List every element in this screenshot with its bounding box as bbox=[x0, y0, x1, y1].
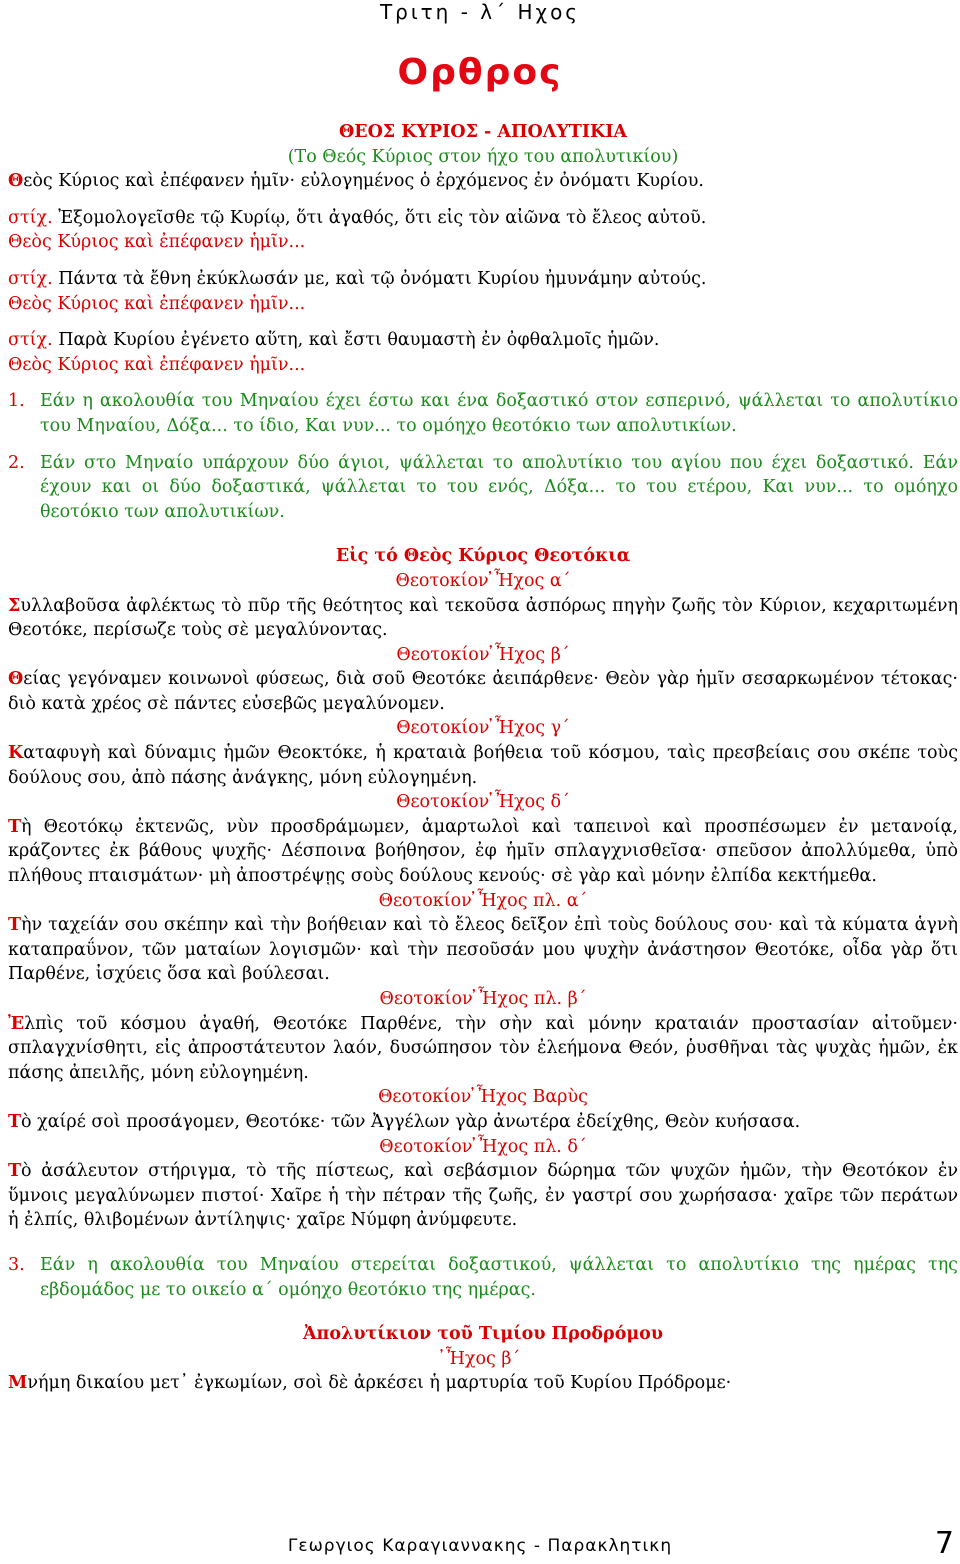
note-text: Εάν στο Μηναίο υπάρχουν δύο άγιοι, ψάλλεται το απολυτίκιο του αγίου που έχει δοξαστικό. Εάν έχουν και οι δύο δοξαστικά, ψάλλεται το του ενός, Δόξα... το του ετέρου, Και νυν... το ομόηχο θεοτόκιο των απολυτικίων. bbox=[40, 452, 958, 522]
theotokion-label: Θεοτοκίον ̓Ἦχος δ΄ bbox=[396, 792, 570, 813]
theotokion-body: αταφυγὴ καὶ δύναμις ἡμῶν Θεοκτόκε, ἡ κραταιὰ βοήθεια τοῦ κόσμου, ταὶς πρεσβείαις σου σκέπε τοὺς δούλους σου, ἀπὸ πάσης ἀνάγκης, μόνη εὐλογημένη. bbox=[8, 743, 958, 788]
main-content bbox=[8, 120, 958, 1396]
note-text: Εάν η ακολουθία του Μηναίου στερείται δοξαστικού, ψάλλεται το απολυτίκιο της ημέρας της εβδομάδος με το οικείο α΄ ομόηχο θεοτόκιο της ημέρας. bbox=[40, 1254, 958, 1300]
prodromos-initial: Μ bbox=[8, 1373, 28, 1394]
verse-text: Πάντα τὰ ἔθνη ἐκύκλωσάν με, καὶ τῷ ὀνόματι Κυρίου ἠμυνάμην αὐτούς. bbox=[52, 268, 707, 289]
theotokion-body: ὴν ταχείάν σου σκέπην καὶ τὴν βοήθειαν καὶ τὸ ἔλεος δεῖξον ἐπὶ τοὺς δούλους σου· καὶ τὰ κύματα ἁγνὴ καταπραΰνον, τῶν ματαίων λογισμῶν· καὶ τὴν πεσοῦσάν μου ψυχὴν ἀνάστησον Θεοτόκε, οἶδα γὰρ ὅτι Παρθένε, ἰσχύεις ὅσα καὶ βούλεσαι. bbox=[8, 915, 958, 985]
theotokion-text bbox=[8, 815, 958, 889]
theotokion-label: Θεοτοκίον ̓Ἦχος γ΄ bbox=[396, 718, 570, 739]
verse-refrain: Θεὸς Κύριος καὶ ἐπέφανεν ἡμῖν... bbox=[8, 354, 306, 375]
prodromos-heading: Ἀπολυτίκιον τοῦ Τιμίου Προδρόμου bbox=[302, 1324, 663, 1345]
theotokion-text bbox=[8, 594, 958, 643]
theotokion-label: Θεοτοκίον ̓Ἦχος πλ. δ΄ bbox=[379, 1136, 587, 1157]
theotokion-text bbox=[8, 1159, 958, 1233]
theotokion-text bbox=[8, 1012, 958, 1086]
note-number: 1. bbox=[8, 391, 25, 412]
verse-label: στίχ. bbox=[8, 330, 53, 351]
verse-line bbox=[8, 328, 958, 353]
prodromos-text bbox=[8, 1371, 958, 1396]
theotokion-initial: Σ bbox=[8, 595, 21, 616]
rubric-note bbox=[8, 451, 958, 525]
theotokion-initial: Τ bbox=[8, 816, 22, 837]
theotokion-initial: Τ bbox=[8, 915, 22, 936]
theotokion-body: ὴ Θεοτόκῳ ἐκτενῶς, νὺν προσδράμωμεν, ἁμαρτωλοὶ καὶ ταπεινοὶ καὶ προσπέσωμεν ἐν μετανοίᾳ, κράζοντες ἐκ βάθους ψυχῆς· Δέσποινα βοήθησον, ἐφ ἡμῖν σπλαγχνισθεῖσα· σπεῦσον ἀπολλύμεθα, ὑπὸ πλήθους πταισμάτων· μὴ ἀποστρέψῃς σοὺς δούλους κενούς· σὲ γὰρ καὶ μόνην ἐλπίδα κεκτήμεθα. bbox=[8, 816, 958, 887]
intro-initial: Θ bbox=[8, 171, 24, 192]
theotokion-label: Θεοτοκίον ̓Ἦχος πλ. β΄ bbox=[379, 989, 587, 1009]
note-text: Εάν η ακολουθία του Μηναίου έχει έστω και ένα δοξαστικό στον εσπερινό, ψάλλεται το απολυτίκιο του Μηναίου, Δόξα... το ίδιο, Και νυν... το ομόηχο θεοτόκιο των απολυτικίων. bbox=[40, 391, 958, 436]
verse-label: στίχ. bbox=[8, 207, 53, 228]
rubric-note bbox=[8, 389, 958, 438]
theotokion-body: ὸ χαίρέ σοὶ προσάγομεν, Θεοτόκε· τῶν Ἀγγέλων γὰρ ἀνωτέρα ἐδείχθης, Θεὸν κυήσασα. bbox=[21, 1111, 801, 1132]
theotokion-initial: Ἐ bbox=[8, 1013, 25, 1034]
theotokion-label: Θεοτοκίον ̓Ἦχος Βαρὺς bbox=[378, 1087, 588, 1108]
intro-line bbox=[8, 169, 958, 194]
theotokion-body: είας γεγόναμεν κοινωνοὶ φύσεως, διὰ σοῦ Θεοτόκε ἀειπάρθενε· Θεὸν γὰρ ἡμῖν σεσαρκωμένον τέτοκας· διὸ κατὰ χρέος σὲ πάντες εὐσεβῶς μεγαλύνομεν. bbox=[8, 669, 958, 714]
theotokion-text bbox=[8, 667, 958, 716]
theotokion-initial: Τ bbox=[8, 1161, 22, 1182]
intro-text: εὸς Κύριος καὶ ἐπέφανεν ἡμῖν· εὐλογημένος ὁ ἐρχόμενος ἐν ὀνόματι Κυρίου. bbox=[23, 171, 704, 192]
theotokion-label: Θεοτοκίον ̓Ἦχος πλ. α΄ bbox=[378, 890, 588, 911]
verse-refrain: Θεὸς Κύριος καὶ ἐπέφανεν ἡμῖν... bbox=[8, 232, 306, 253]
theotokion-initial: Κ bbox=[8, 743, 24, 764]
theotokion-text bbox=[8, 913, 958, 987]
running-header: Τριτη - λ΄ Ηχος bbox=[379, 0, 581, 24]
section-subheading: (Το Θεός Κύριος στον ήχο του απολυτικίου) bbox=[287, 146, 679, 167]
theotokia-heading: Εἰς τό Θεὸς Κύριος Θεοτόκια bbox=[335, 546, 631, 567]
verse-text: Ἐξομολογεῖσθε τῷ Κυρίῳ, ὅτι ἀγαθός, ὅτι εἰς τὸν αἰῶνα τὸ ἔλεος αὐτοῦ. bbox=[52, 207, 707, 228]
page-number: 7 bbox=[934, 1526, 954, 1561]
verse-line bbox=[8, 267, 958, 292]
note-number: 2. bbox=[8, 452, 25, 473]
verse-text: Παρὰ Κυρίου ἐγένετο αὕτη, καὶ ἔστι θαυμαστὴ ἐν ὀφθαλμοῖς ἡμῶν. bbox=[52, 330, 660, 351]
page-footer: Γεωργιος Καραγιαννακης - Παρακλητικη bbox=[287, 1536, 673, 1556]
theotokion-initial: Θ bbox=[8, 669, 24, 690]
theotokion-initial: Τ bbox=[8, 1111, 22, 1132]
theotokion-body: λπὶς τοῦ κόσμου ἀγαθή, Θεοτόκε Παρθένε, τὴν σὴν καὶ μόνην κραταιάν προστασίαν αἰτοῦμεν· σπλαγχνίσθητι, εἰς ἀπροστάτευτον λαόν, δυσώπησον τὸν ἐλεήμονα Θεόν, ῥυσθῆναι τὰς ψυχὰς ἡμῶν, ἐκ πάσης ἀπειλῆς, μόνη εὐλογημένη. bbox=[8, 1013, 958, 1083]
verse-refrain: Θεὸς Κύριος καὶ ἐπέφανεν ἡμῖν... bbox=[8, 293, 306, 314]
section-heading: ΘΕΟΣ ΚΥΡΙΟΣ - ΑΠΟΛΥΤΙΚΙΑ bbox=[338, 122, 627, 142]
verse-line bbox=[8, 206, 958, 231]
rubric-note bbox=[8, 1253, 958, 1302]
theotokion-body: υλλαβοῦσα ἀφλέκτως τὸ πῦρ τῆς θεότητος καὶ τεκοῦσα ἀσπόρως πηγὴν ζωῆς τὸν Κύριον, κεχαριτωμένη Θεοτόκε, περίσωζε τοὺς σὲ μεγαλύνοντας. bbox=[8, 595, 958, 641]
theotokion-text bbox=[8, 1110, 958, 1135]
theotokion-label: Θεοτοκίον ̓Ἦχος α΄ bbox=[395, 570, 571, 591]
verse-label: στίχ. bbox=[8, 268, 53, 289]
prodromos-body: νήμη δικαίου μετ᾽ ἐγκωμίων, σοὶ δὲ ἀρκέσει ἡ μαρτυρία τοῦ Κυρίου Πρόδρομε· bbox=[27, 1373, 732, 1394]
note-number: 3. bbox=[8, 1254, 25, 1275]
theotokion-text bbox=[8, 741, 958, 790]
page-title: Ορθρος bbox=[397, 52, 563, 93]
prodromos-tone: ̓Ἦχος β΄ bbox=[445, 1348, 521, 1369]
theotokion-label: Θεοτοκίον ̓Ἦχος β΄ bbox=[396, 644, 570, 665]
theotokion-body: ὸ ἀσάλευτον στήριγμα, τὸ τῆς πίστεως, καὶ σεβάσμιον δώρημα τῶν ψυχῶν ἡμῶν, τὴν Θεοτόκον ἐν ὕμνοις μεγαλύνωμεν πιστοί· Χαῖρε ἡ τὴν πέτραν τῆς ζωῆς, ἐν γαστρί σου χωρήσασα· χαῖρε τῶν περάτων ἡ ἐλπίς, θλιβομένων ἀντίληψις· χαῖρε Νύμφη ἀνύμφευτε. bbox=[8, 1161, 958, 1231]
